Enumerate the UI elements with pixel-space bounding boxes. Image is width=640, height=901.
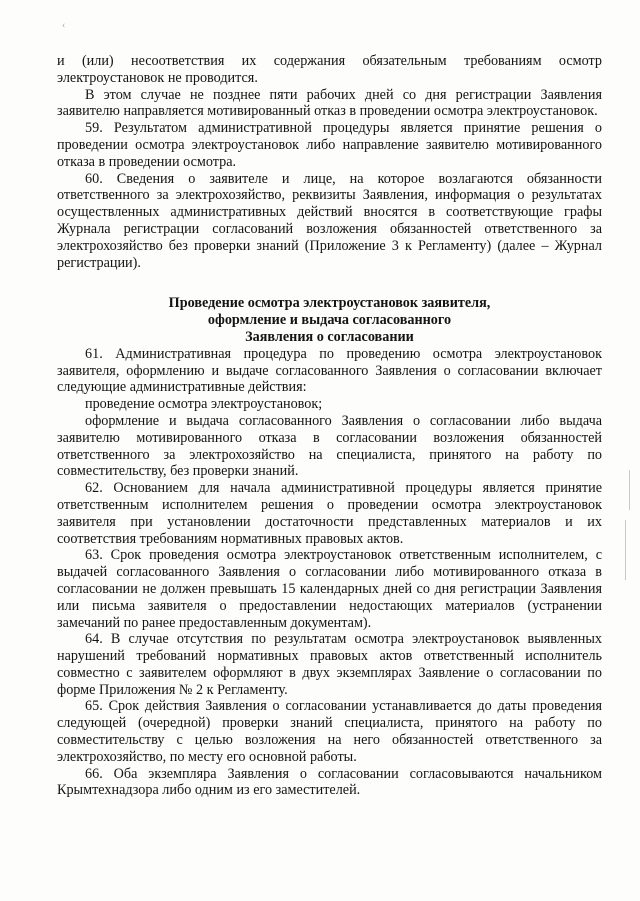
document-body: [57, 53, 602, 799]
paragraph-p0: и (или) несоответствия их содержания обязательным требованиям осмотр электроустановок не проводится.: [57, 53, 602, 86]
paragraph-p61b: оформление и выдача согласованного Заявления о согласовании либо выдача заявителю мотивированного отказа в согласовании возложения обязанностей ответственного за электрохозяйство на специалиста, принятого на работу по совместительству, без проверки знаний.: [57, 412, 602, 480]
paragraphs-top: [57, 53, 602, 271]
paragraph-p65: 65. Срок действия Заявления о согласовании устанавливается до даты проведения следующей (очередной) проверки знаний специалиста, принятого на работу по совместительству с целью возложения на него обязанностей ответственного за электрохозяйство, по месту его основной работы.: [57, 698, 602, 765]
paragraphs-bottom: [57, 346, 602, 800]
paragraph-p62: 62. Основанием для начала административной процедуры является принятие ответственным исполнителем решения о проведении осмотра электроустановок заявителя при установлении достаточности представленных материалов и их соответствия требованиям нормативных правовых актов.: [57, 480, 602, 547]
section-heading: [57, 295, 602, 345]
scan-edge-mark: [629, 470, 630, 510]
heading-line-2: оформление и выдача согласованного: [207, 312, 452, 329]
paragraph-p63: 63. Срок проведения осмотра электроустановок ответственным исполнителем, с выдачей согласованного Заявления о согласовании либо мотивированного отказа в согласовании не должен превышать 15 календарных дней со дня регистрации Заявления или письма заявителя о предоставлении недостающих материалов (устранении замечаний по ранее предоставленным документам).: [57, 547, 602, 631]
scan-edge-mark: [625, 520, 626, 580]
heading-line-3: Заявления о согласовании: [245, 328, 414, 345]
paragraph-p61: 61. Административная процедура по проведению осмотра электроустановок заявителя, оформлению и выдаче согласованного Заявления о согласовании включает следующие административные действия:: [57, 345, 602, 396]
paragraph-p61a: проведение осмотра электроустановок;: [85, 396, 323, 413]
paragraph-p64: 64. В случае отсутствия по результатам осмотра электроустановок выявленных нарушений требований нормативных правовых актов ответственный исполнитель совместно с заявителем оформляют в двух экземплярах Заявление о согласовании по форме Приложения № 2 к Регламенту.: [57, 631, 602, 698]
paragraph-p60: 60. Сведения о заявителе и лице, на которое возлагаются обязанности ответственного за электрохозяйство, реквизиты Заявления, информация о результатах осуществленных административных действий вносятся в соответствующие графы Журнала регистрации согласований возложения обязанностей ответственного за электрохозяйство без проверки знаний (Приложение 3 к Регламенту) (далее – Журнал регистрации).: [57, 170, 602, 271]
scan-mark: ‹: [62, 20, 66, 31]
paragraph-p59: 59. Результатом административной процедуры является принятие решения о проведении осмотра электроустановок либо направление заявителю мотивированного отказа в проведении осмотра.: [57, 120, 602, 170]
heading-line-1: Проведение осмотра электроустановок заявителя,: [168, 295, 491, 312]
paragraph-p66: 66. Оба экземпляра Заявления о согласовании согласовываются начальником Крымтехнадзора либо одним из его заместителей.: [57, 765, 602, 799]
paragraph-p1: В этом случае не позднее пяти рабочих дней со дня регистрации Заявления заявителю направляется мотивированный отказ в проведении осмотра электроустановок.: [57, 86, 602, 120]
